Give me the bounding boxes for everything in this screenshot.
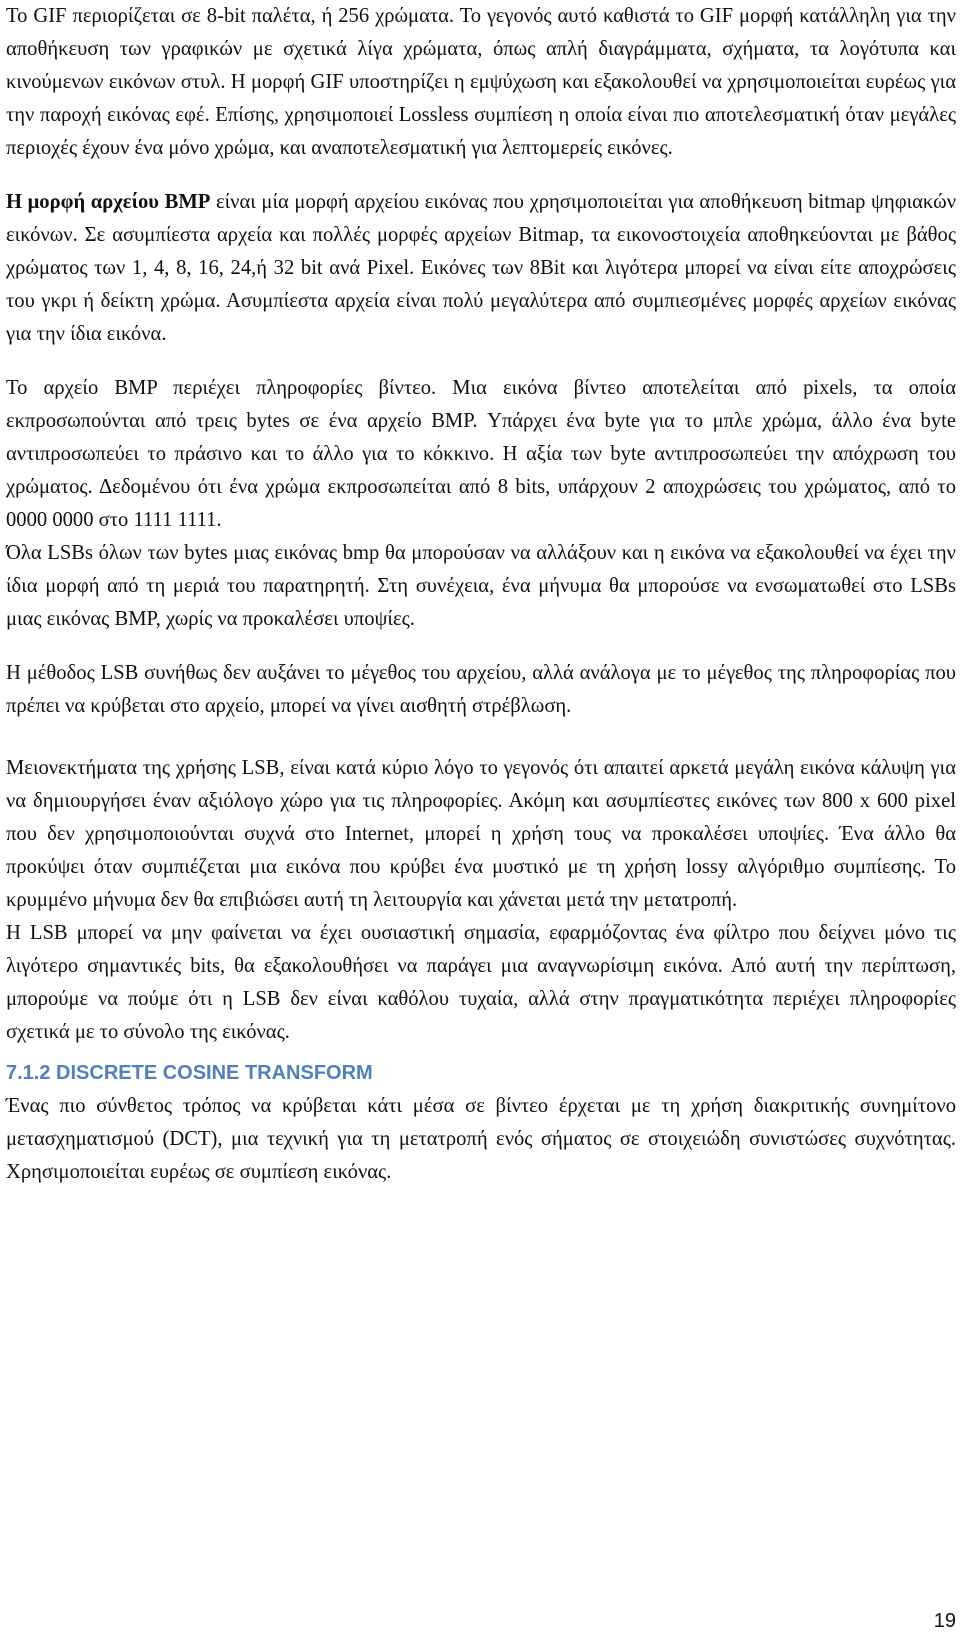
paragraph-lsb-method: Η μέθοδος LSB συνήθως δεν αυξάνει το μέγεθος του αρχείου, αλλά ανάλογα με το μέγεθος της πληροφορίας που πρέπει να κρύβεται στο αρχείο, μπορεί να γίνει αισθητή στρέβλωση. <box>6 662 956 717</box>
section-heading: 7.1.2 DISCRETE COSINE TRANSFORM <box>6 1062 373 1084</box>
paragraph-dct: Ένας πιο σύνθετος τρόπος να κρύβεται κάτι μέσα σε βίντεο έρχεται με τη χρήση διακριτικής συνημίτονο μετασχηματισμού (DCT), μια τεχνική για τη μετατροπή ενός σήματος σε στοιχειώδη συνιστώσες συχνότητας. Χρησιμοποιείται ευρέως σε συμπίεση εικόνας. <box>6 1095 956 1183</box>
document-body <box>6 0 956 1189</box>
bmp-format-text: είναι μία μορφή αρχείου εικόνας που χρησιμοποιείται για αποθήκευση bitmap ψηφιακών εικόνων. Σε ασυμπίεστα αρχεία και πολλές μορφές αρχείων Bitmap, τα εικονοστοιχεία αποθηκεύονται με βάθος χρώματος των 1, 4, 8, 16, 24,ή 32 bit ανά Pixel. Εικόνες των 8Bit και λιγότερα μπορεί να είναι είτε αποχρώσεις του γκρι ή δείκτη χρώμα. Ασυμπίεστα αρχεία είναι πολύ μεγαλύτερα από συμπιεσμένες μορφές αρχείων εικόνας για την ίδια εικόνα. <box>6 191 956 345</box>
bmp-format-term: Η μορφή αρχείου BMP <box>6 191 211 213</box>
paragraph-gif: Το GIF περιορίζεται σε 8-bit παλέτα, ή 256 χρώματα. Το γεγονός αυτό καθιστά το GIF μορφή κατάλληλη για την αποθήκευση των γραφικών με σχετικά λίγα χρώματα, όπως απλή διαγράμματα, σχήματα, τα λογότυπα και κινούμενων εικόνων στυλ. Η μορφή GIF υποστηρίζει η εμψύχωση και εξακολουθεί να χρησιμοποιείται ευρέως για την παροχή εικόνας εφέ. Επίσης, χρησιμοποιεί Lossless συμπίεση η οποία είναι πιο αποτελεσματική όταν μεγάλες περιοχές έχουν ένα μόνο χρώμα, και αναποτελεσματική για λεπτομερείς εικόνες. <box>6 5 956 159</box>
paragraph-spacer <box>6 723 956 752</box>
paragraph-spacer <box>6 165 956 186</box>
paragraph-spacer <box>6 636 956 657</box>
paragraph-lsb-significance: Η LSB μπορεί να μην φαίνεται να έχει ουσιαστική σημασία, εφαρμόζοντας ένα φίλτρο που δείχνει μόνο τις λιγότερο σημαντικές bits, θα εξακολουθήσει να παράγει μια αναγνωρίσιμη εικόνα. Από αυτή την περίπτωση, μπορούμε να πούμε ότι η LSB δεν είναι καθόλου τυχαία, αλλά στην πραγματικότητα περιέχει πληροφορίες σχετικά με το σύνολο της εικόνας. <box>6 922 956 1043</box>
paragraph-lsb-all: Όλα LSBs όλων των bytes μιας εικόνας bmp θα μπορούσαν να αλλάξουν και η εικόνα να εξακολουθεί να έχει την ίδια μορφή από τη μεριά του παρατηρητή. Στη συνέχεια, ένα μήνυμα θα μπορούσε να ενσωματωθεί στο LSBs μιας εικόνας BMP, χωρίς να προκαλέσει υποψίες. <box>6 542 956 630</box>
paragraph-lsb-disadvantages: Μειονεκτήματα της χρήσης LSB, είναι κατά κύριο λόγο το γεγονός ότι απαιτεί αρκετά μεγάλη εικόνα κάλυψη για να δημιουργήσει έναν αξιόλογο χώρο για τις πληροφορίες. Ακόμη και ασυμπίεστες εικόνες των 800 x 600 pixel που δεν χρησιμοποιούνται συχνά στο Internet, μπορεί η χρήση τους να προκαλέσει υποψίες. Ένα άλλο θα προκύψει όταν συμπιέζεται μια εικόνα που κρύβει ένα μυστικό με τη χρήση lossy αλγόριθμο συμπίεσης. Το κρυμμένο μήνυμα δεν θα επιβιώσει αυτή τη λειτουργία και χάνεται μετά την μετατροπή. <box>6 757 956 911</box>
page-number: 19 <box>933 1610 956 1632</box>
paragraph-spacer <box>6 351 956 372</box>
paragraph-bmp-video: Το αρχείο BMP περιέχει πληροφορίες βίντεο. Μια εικόνα βίντεο αποτελείται από pixels, τα οποία εκπροσωπούνται από τρεις bytes σε ένα αρχείο BMP. Υπάρχει ένα byte για το μπλε χρώμα, άλλο ένα byte αντιπροσωπεύει το πράσινο και το άλλο για το κόκκινο. Η αξία των byte αντιπροσωπεύει την απόχρωση του χρώματος. Δεδομένου ότι ένα χρώμα εκπροσωπείται από 8 bits, υπάρχουν 2 αποχρώσεις του χρώματος, από το 0000 0000 στο 1111 1111. <box>6 377 956 531</box>
paragraph-bmp-format <box>6 186 956 351</box>
